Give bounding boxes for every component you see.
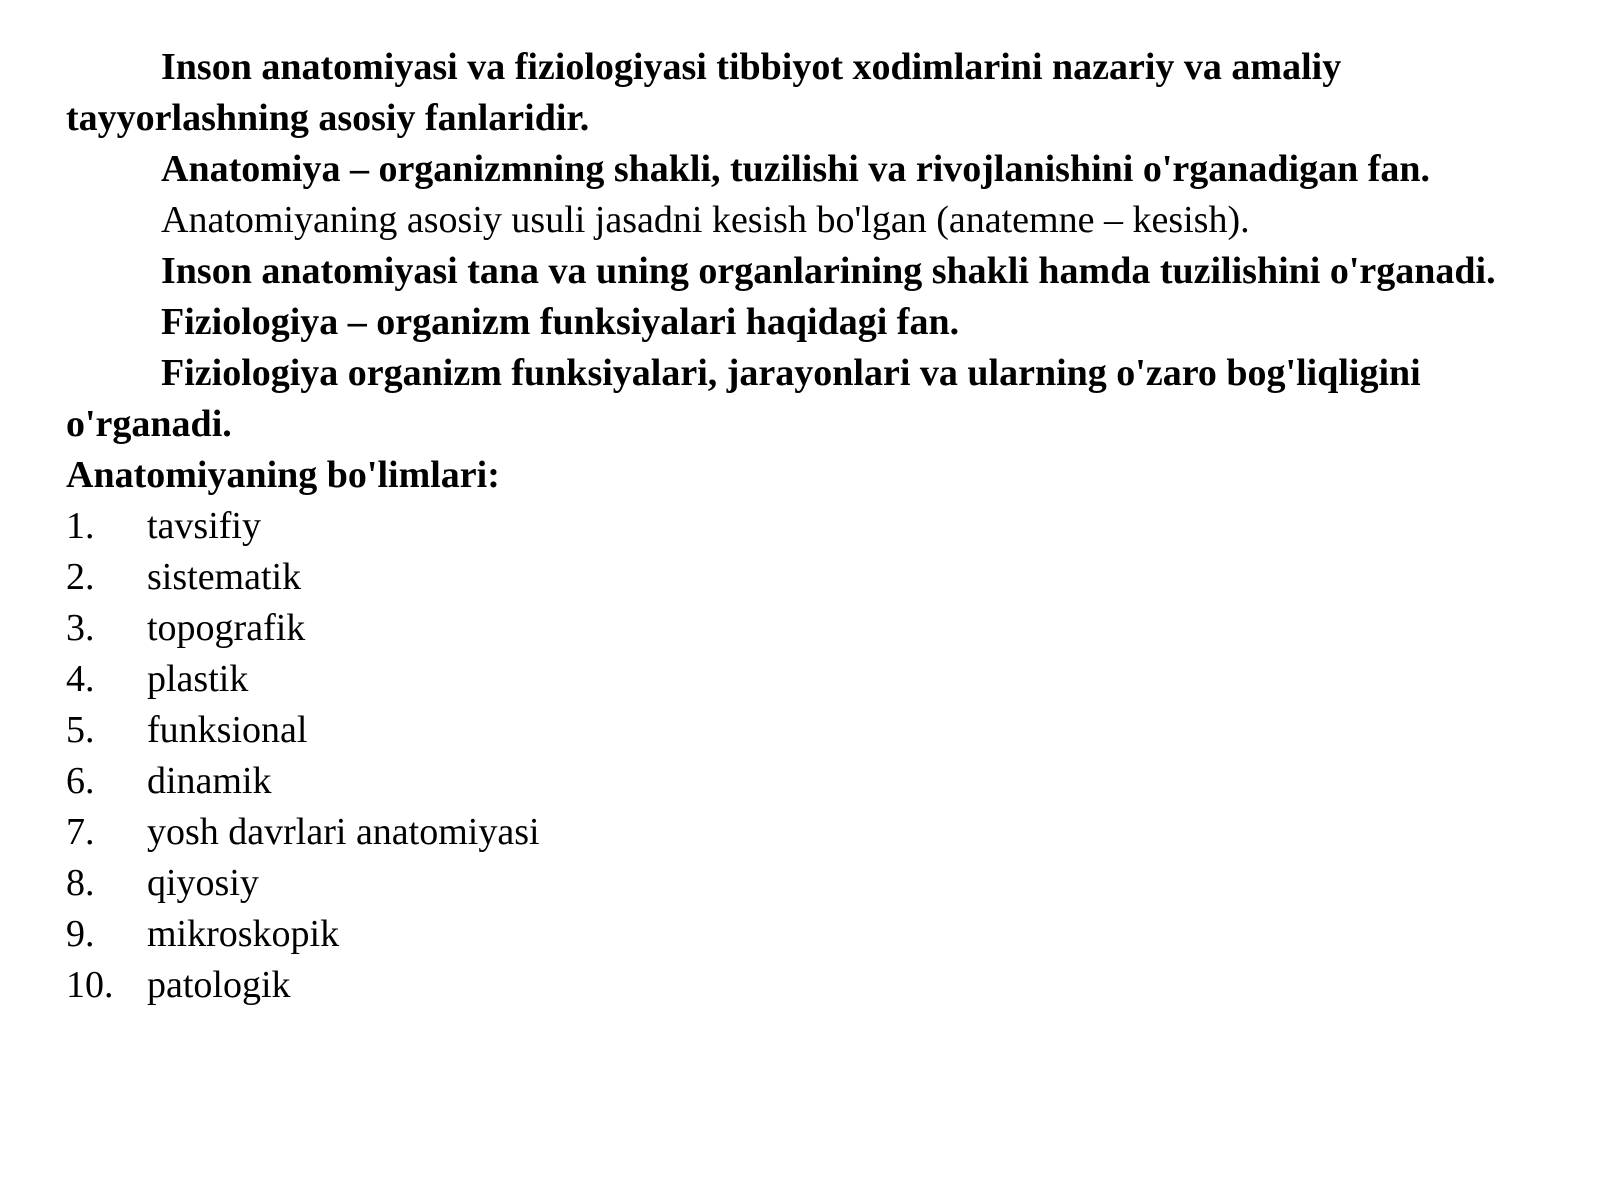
list-item-number: 7. <box>66 811 95 853</box>
paragraph-physiology-definition: Fiziologiya – organizm funksiyalari haqidagi fan. <box>161 301 960 343</box>
list-item-number: 6. <box>66 760 95 802</box>
list-item <box>66 603 1536 654</box>
list-item-number: 5. <box>66 709 95 751</box>
section-heading: Anatomiyaning bo'limlari: <box>66 454 500 496</box>
list-item-text: plastik <box>147 658 249 700</box>
list-item-text: dinamik <box>147 760 272 802</box>
paragraph-anatomy-method: Anatomiyaning asosiy usuli jasadni kesish bo'lgan (anatemne – kesish). <box>161 199 1250 241</box>
paragraph-anatomy-definition: Anatomiya – organizmning shakli, tuzilishi va rivojlanishini o'rganadigan fan. <box>161 148 1430 190</box>
list-item-number: 4. <box>66 658 95 700</box>
document-page <box>66 42 1536 1011</box>
paragraph-human-anatomy: Inson anatomiyasi tana va uning organlarining shakli hamda tuzilishini o'rganadi. <box>161 250 1496 292</box>
list-item-text: funksional <box>147 709 308 751</box>
list-item-number: 3. <box>66 607 95 649</box>
list-item-text: tavsifiy <box>147 505 261 547</box>
list-item-number: 9. <box>66 913 95 955</box>
list-item <box>66 501 1536 552</box>
list-item-text: sistematik <box>147 556 302 598</box>
list-item-text: yosh davrlari anatomiyasi <box>147 811 540 853</box>
list-item-number: 8. <box>66 862 95 904</box>
list-item-number: 1. <box>66 505 95 547</box>
list-item <box>66 807 1536 858</box>
anatomy-sections-list <box>66 501 1536 1011</box>
list-item <box>66 654 1536 705</box>
list-item-text: topografik <box>147 607 306 649</box>
paragraph-physiology-scope: Fiziologiya organizm funksiyalari, jarayonlari va ularning o'zaro bog'liqligini o'rganadi. <box>66 352 1421 445</box>
list-item <box>66 909 1536 960</box>
list-item <box>66 756 1536 807</box>
list-item <box>66 552 1536 603</box>
paragraph-intro: Inson anatomiyasi va fiziologiyasi tibbiyot xodimlarini nazariy va amaliy tayyorlashning asosiy fanlaridir. <box>66 46 1342 139</box>
list-item <box>66 858 1536 909</box>
list-item-number: 2. <box>66 556 95 598</box>
list-item-text: qiyosiy <box>147 862 259 904</box>
list-item-text: mikroskopik <box>147 913 340 955</box>
list-item <box>66 960 1536 1011</box>
list-item <box>66 705 1536 756</box>
list-item-text: patologik <box>147 964 291 1006</box>
list-item-number: 10. <box>66 964 114 1006</box>
